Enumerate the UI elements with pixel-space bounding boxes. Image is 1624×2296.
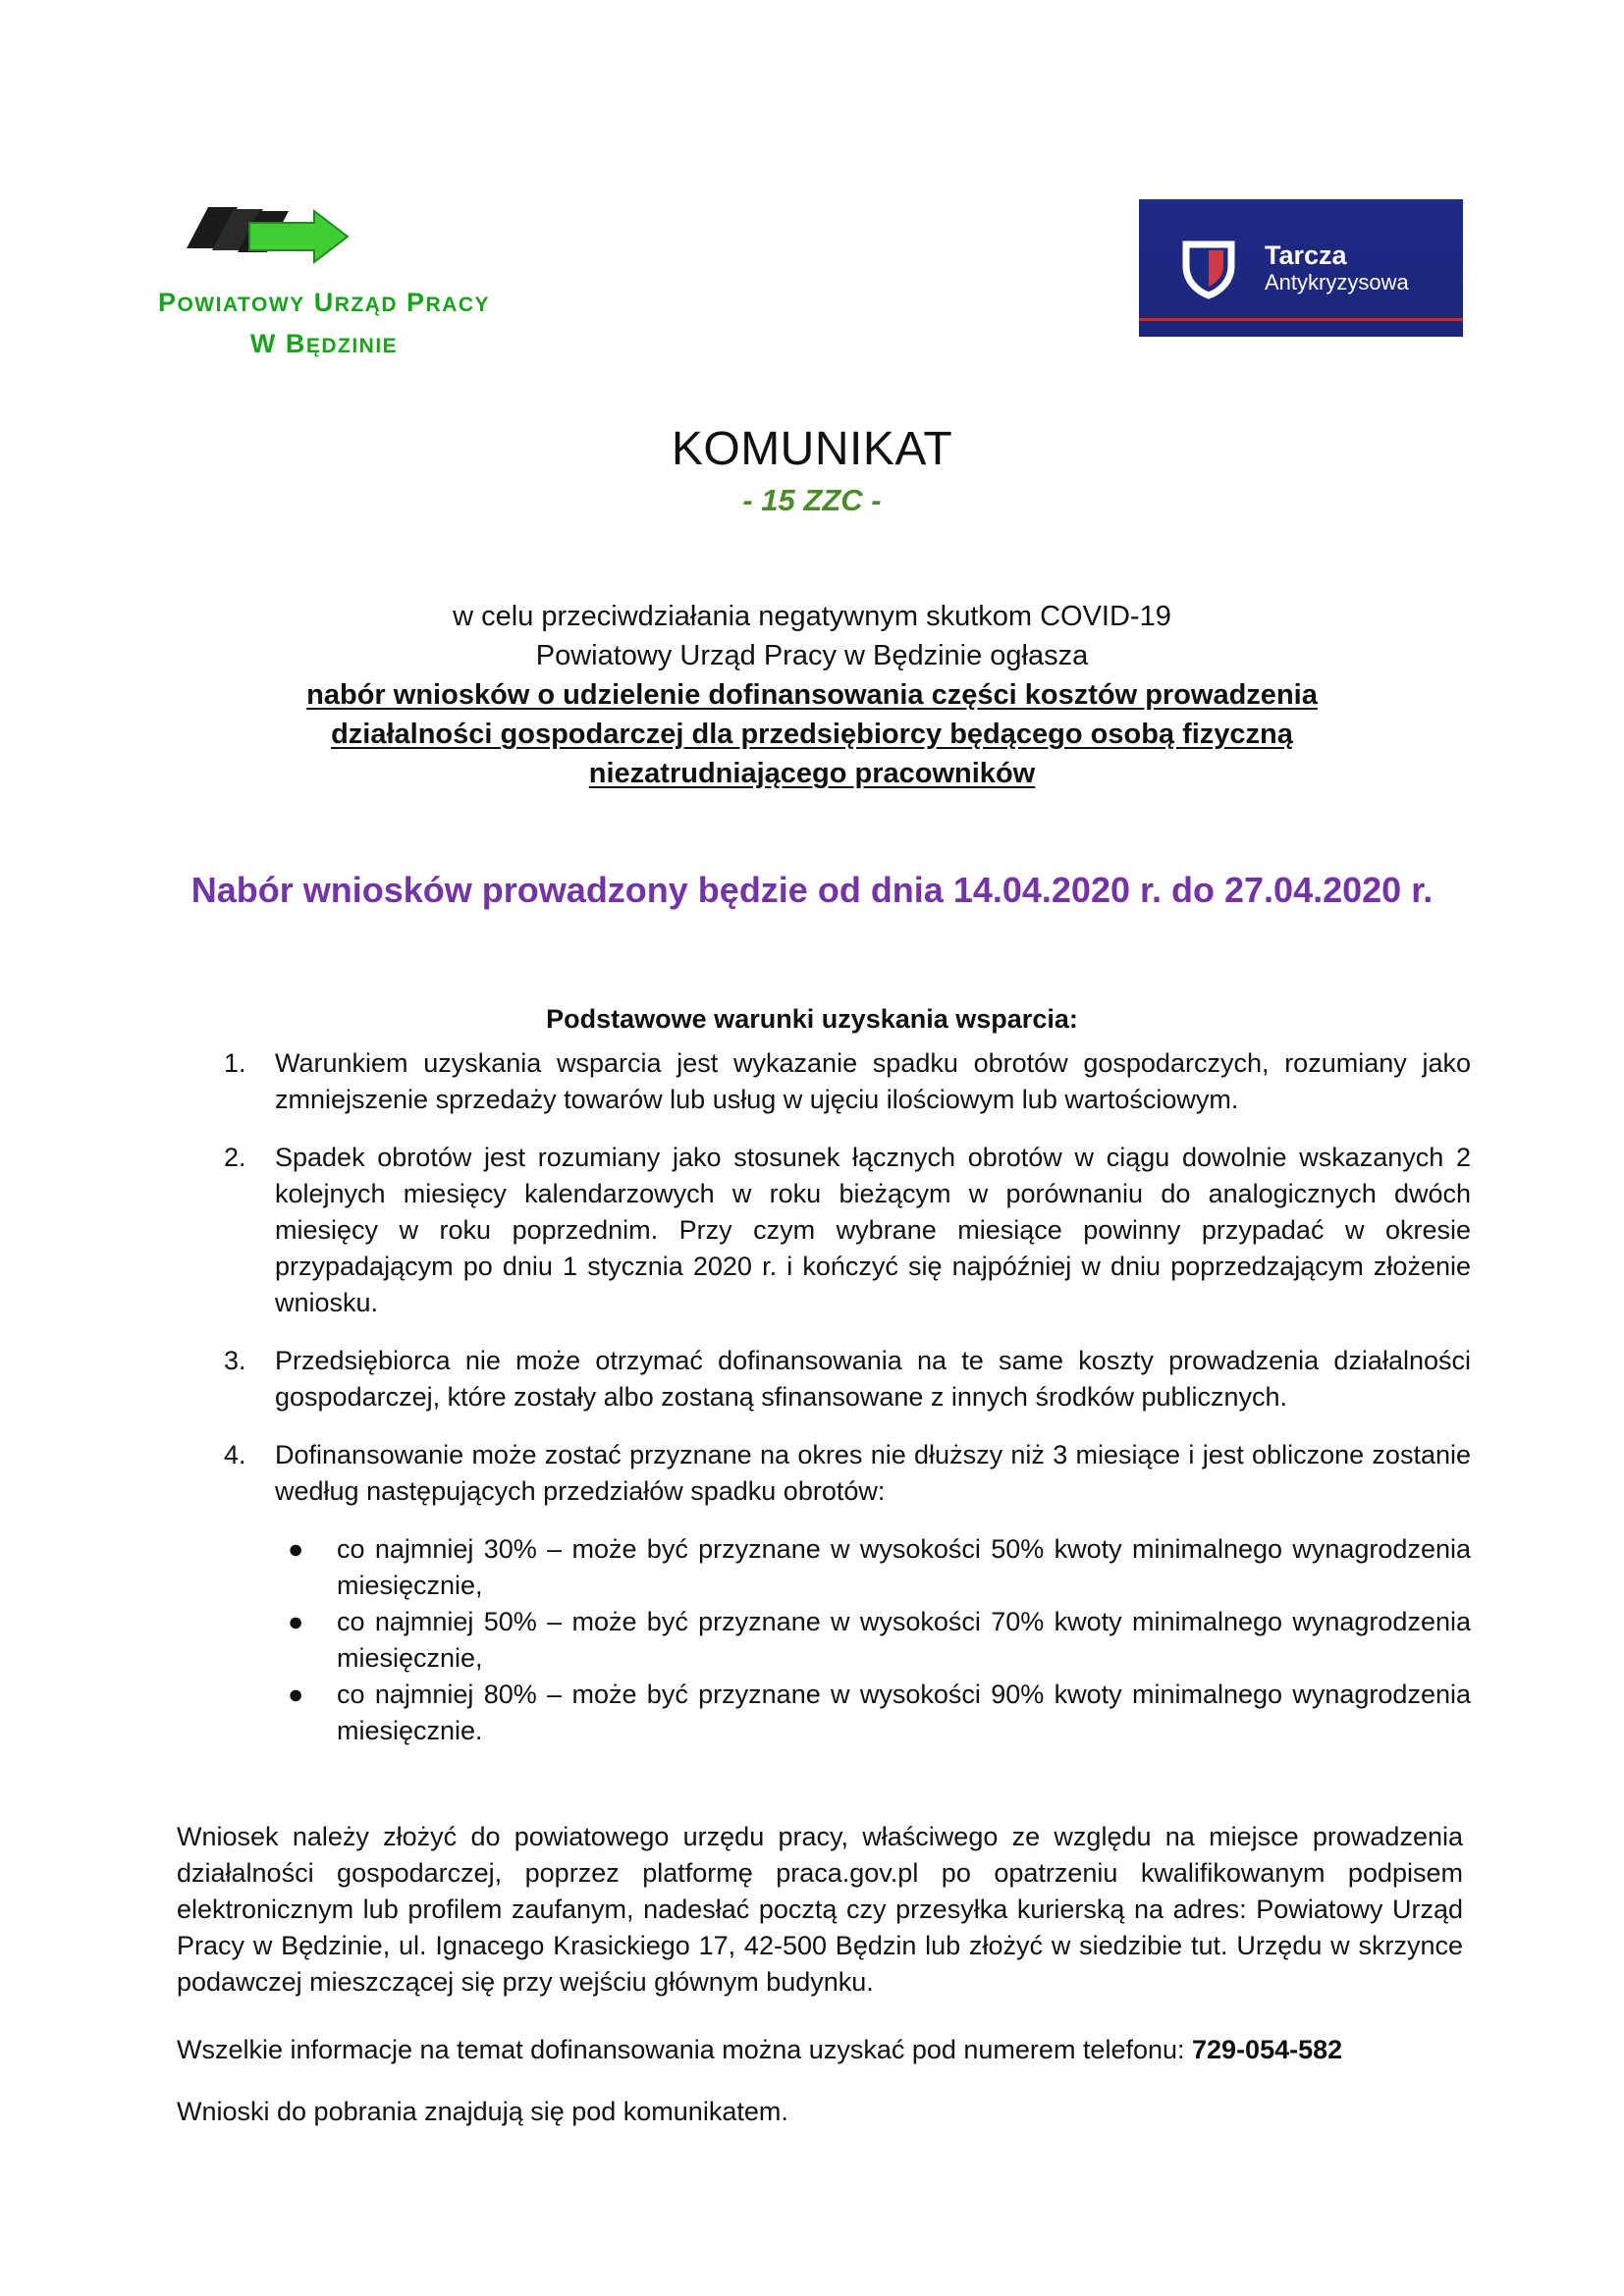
- condition-text: Przedsiębiorca nie może otrzymać dofinansowania na te same koszty prowadzenia działalności gospodarczej, które zostały albo zostaną sfinansowane z innych środków publicznych.: [275, 1346, 1471, 1412]
- intro-underlined-line: działalności gospodarczej dla przedsiębiorcy będącego osobą fizyczną: [331, 719, 1293, 750]
- intro-underlined-line: nabór wniosków o udzielenie dofinansowania części kosztów prowadzenia: [306, 679, 1318, 711]
- bullet-dot-icon: ●: [288, 1534, 304, 1564]
- tarcza-title: Tarcza: [1265, 240, 1347, 270]
- tarcza-red-stripe: [1139, 318, 1463, 321]
- stacked-cards-with-green-arrow-icon: [177, 191, 353, 270]
- intro-underlined-line: niezatrudniającego pracowników: [588, 758, 1036, 789]
- threshold-bullet-item: [280, 1531, 1471, 1604]
- tarcza-subtitle: Antykryzysowa: [1265, 270, 1409, 294]
- contact-info: [177, 2032, 1463, 2068]
- condition-number: 1.: [224, 1048, 246, 1078]
- condition-number: 3.: [224, 1346, 246, 1375]
- threshold-bullet-list: [275, 1531, 1471, 1749]
- threshold-bullet-text: co najmniej 50% – może być przyznane w wysokości 70% kwoty minimalnego wynagrodzenia miesięcznie,: [337, 1607, 1471, 1673]
- pup-logo-line2: W BĘDZINIE: [249, 329, 399, 358]
- intro-line: w celu przeciwdziałania negatywnym skutkom COVID-19: [453, 601, 1171, 632]
- bullet-dot-icon: ●: [288, 1680, 304, 1709]
- page-subtitle: - 15 ZZC -: [742, 483, 882, 517]
- bullet-dot-icon: ●: [288, 1607, 304, 1636]
- condition-item: [224, 1343, 1471, 1415]
- contact-phone-number: 729-054-582: [1192, 2035, 1343, 2064]
- conditions-list: [224, 1045, 1471, 1771]
- condition-item: [224, 1045, 1471, 1118]
- condition-item: [224, 1437, 1471, 1749]
- condition-text: Dofinansowanie może zostać przyznane na okres nie dłuższy niż 3 miesiące i jest obliczone zostanie według następujących przedziałów spadku obrotów:: [275, 1440, 1471, 1506]
- condition-number: 2.: [224, 1143, 246, 1172]
- tarcza-antykryzysowa-logo: [1139, 199, 1463, 337]
- shield-icon: [1176, 237, 1241, 301]
- intro-block: [0, 597, 1624, 793]
- download-note: Wnioski do pobrania znajdują się pod komunikatem.: [177, 2097, 788, 2126]
- deadline-announcement: Nabór wniosków prowadzony będzie od dnia 14.04.2020 r. do 27.04.2020 r.: [190, 870, 1434, 910]
- submission-instructions: Wniosek należy złożyć do powiatowego urzędu pracy, właściwego ze względu na miejsce prowadzenia działalności gospodarczej, poprzez platformę praca.gov.pl po opatrzeniu kwalifikowanym podpisem elektronicznym lub profilem zaufanym, nadesłać pocztą czy przesyłka kurierską na adres: Powiatowy Urząd Pracy w Będzinie, ul. Ignacego Krasickiego 17, 42-500 Będzin lub złożyć w siedzibie tut. Urzędu w skrzynce podawczej mieszczącej się przy wejściu głównym budynku.: [177, 1822, 1463, 1997]
- threshold-bullet-item: [280, 1677, 1471, 1749]
- intro-line: Powiatowy Urząd Pracy w Będzinie ogłasza: [535, 640, 1089, 671]
- page-title: KOMUNIKAT: [671, 423, 953, 475]
- threshold-bullet-text: co najmniej 80% – może być przyznane w wysokości 90% kwoty minimalnego wynagrodzenia miesięcznie.: [337, 1680, 1471, 1745]
- contact-info-text: Wszelkie informacje na temat dofinansowania można uzyskać pod numerem telefonu:: [177, 2035, 1193, 2064]
- threshold-bullet-item: [280, 1604, 1471, 1677]
- condition-text: Warunkiem uzyskania wsparcia jest wykazanie spadku obrotów gospodarczych, rozumiany jako zmniejszenie sprzedaży towarów lub usług w ujęciu ilościowym lub wartościowym.: [275, 1048, 1471, 1114]
- condition-text: Spadek obrotów jest rozumiany jako stosunek łącznych obrotów w ciągu dowolnie wskazanych 2 kolejnych miesięcy kalendarzowych w roku bieżącym w porównaniu do analogicznych dwóch miesięcy w roku poprzednim. Przy czym wybrane miesiące powinny przypadać w okresie przypadającym po dniu 1 stycznia 2020 r. i kończyć się najpóźniej w dniu poprzedzającym złożenie wniosku.: [275, 1143, 1471, 1317]
- threshold-bullet-text: co najmniej 30% – może być przyznane w wysokości 50% kwoty minimalnego wynagrodzenia miesięcznie,: [337, 1534, 1471, 1600]
- pup-logo-line1: POWIATOWY URZĄD PRACY: [157, 288, 491, 317]
- conditions-heading: Podstawowe warunki uzyskania wsparcia:: [546, 1004, 1078, 1034]
- condition-item: [224, 1140, 1471, 1321]
- condition-number: 4.: [224, 1440, 246, 1469]
